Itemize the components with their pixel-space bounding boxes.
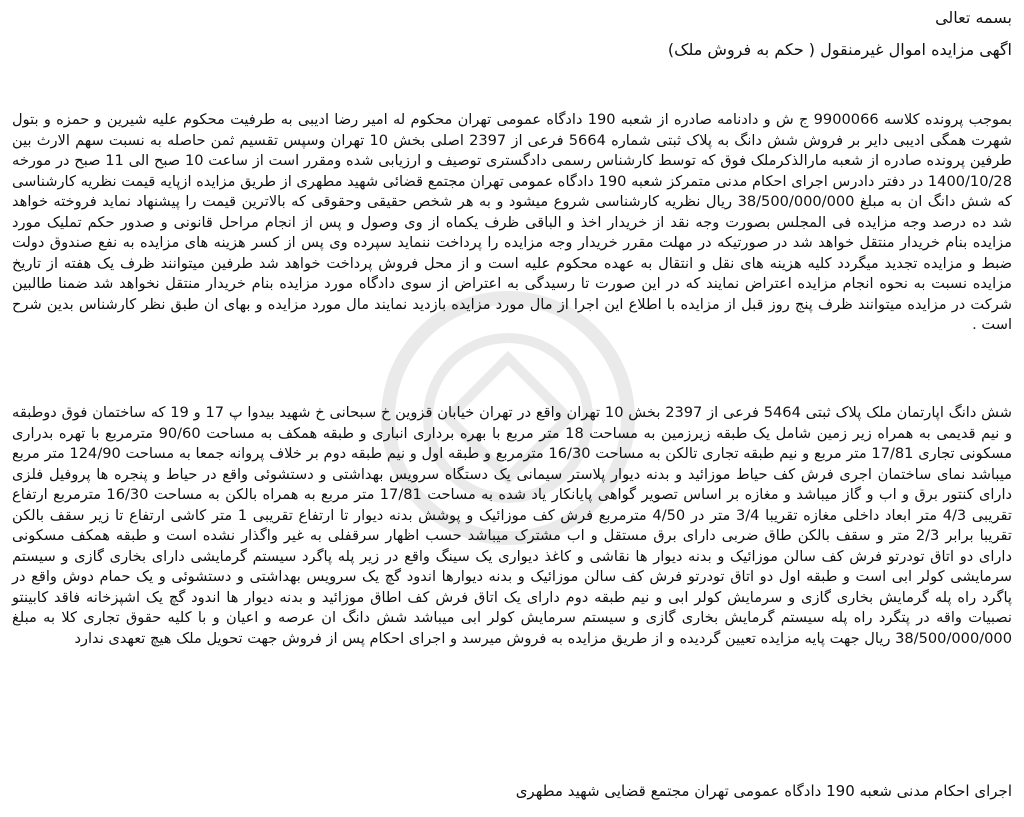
notice-title: اگهی مزایده اموال غیرمنقول ( حکم به فروش ملک) (667, 40, 1012, 59)
issuer-signature: اجرای احکام مدنی شعبه 190 دادگاه عمومی تهران مجتمع قضایی شهید مطهری (515, 782, 1012, 800)
property-description-paragraph: شش دانگ اپارتمان ملک پلاک ثبتی 5464 فرعی از 2397 بخش 10 تهران واقع در تهران خیابان قزوین خ سبحانی خ شهید بیدوا پ 17 و 19 که ساختمان فوق دوطبقه و نیم قدیمی به همراه زیر زمین شامل یک طبقه زیرزمین به مساحت 18 متر مربع با بهره برداری انباری و طبقه همکف به مساحت 90/60 مترمربع با تهره بدراری مسکونی تجاری 17/81 متر مربع و نیم طبقه تجاری تالکن به مساحت 16/30 مترمربع و طبقه اول و نیم طبقه دوم بر خلاف پروانه جمعا به مساحت 124/90 متر مربع میباشد نمای ساختمان اجری فرش کف حیاط موزائید و بدنه دیوار پلاستر سیمانی یک دستگاه سرویس بهداشتی و دستشوئی واقع در حیاط و پنجره ها پروفیل فلزی دارای کنتور برق و اب و گاز میباشد و مغازه بر اساس تصویر گواهی پایانکار یاد شده به مساحت 17/81 متر مربع به همراه بالکن به مساحت 16/30 مترمربع ارتفاع تقریبی 4/3 متر ابعاد داخلی مغازه تقریبا 3/4 متر در 4/50 مترمربع فرش کف موزائیک و پوشش بدنه دیوار تا ارتفاع تقریبی 1 متر کاشی ارتفاع تا زیر سقف بالکن تقریبا برابر 2/3 متر و سقف بالکن طاق ضربی دارای برق مستقل و اب مشترک میباشد حسب اظهار سرقفلی به غیر واگذار نشده است و طبقه همکف مسکونی دارای دو اتاق تودرتو فرش کف سالن موزائیک و بدنه دیوار ها نقاشی و کاغذ دیواری یک سینگ واقع در زیر پله پاگرد سیستم گرمایشی دارای بخاری گازی و سیستم سرمایشی کولر ابی است و طبقه اول دو اتاق تودرتو فرش کف سالن موزائیک و بدنه دیوارها اندود گچ یک سرویس بهداشتی و دستشوئی و یک حمام دوش واقع در پاگرد راه پله گرمایش بخاری گازی و سرمایش کولر ابی و نیم طبقه دوم دارای یک اتاق فرش کف اطاق موزائید و بدنه دیوار ها اندود گچ یک اشپزخانه فاقد کابینتو نصبیات واقه در پتگرد راه پله سیستم گرمایش بخاری گازی و سیستم سرمایش کولر ابی میباشد شش دانگ ان عرصه و اعیان و با کلیه حقوق تجاری کلا به مبلغ 38/500/000/000 ریال جهت پایه مزایده تعیین گردیده و از طریق مزایده به فروش میرسد و اجرای احکام پس از فروش جهت تحویل ملک هیچ تعهدی ندارد (12, 404, 1013, 647)
auction-terms-paragraph: بموجب پرونده کلاسه 9900066 ج ش و دادنامه صادره از شعبه 190 دادگاه عمومی تهران محکوم له امیر رضا ادیبی به طرفیت محکوم علیه شیرین و حمزه و بتول شهرت همگی ادیبی دایر بر فروش شش دانگ به پلاک ثبتی شماره 5664 فرعی از 2397 اصلی بخش 10 تهران وسپس تقسیم ثمن حاصله به نسبت سهم الارث بین طرفین پرونده صادره از شعبه مارالذکرملک فوق که توسط کارشناس رسمی دادگستری توصیف و ارزیابی شده ومقرر است از ساعت 10 صبح الی 11 صبح در مورخه 1400/10/28 در دفتر دادرس اجرای احکام مدنی متمرکز شعبه 190 دادگاه عمومی تهران مجتمع قضائی شهید مطهری از طریق مزایده ازپایه قیمت نظریه کارشناسی که شش دانگ ان به مبلغ 38/500/000/000 ریال نظریه کارشناسی شروع میشود و به هر شخص حقیقی وحقوقی که بالاترین قیمت را پیشنهاد نماید فروخته خواهد شد ده درصد وجه مزایده فی المجلس بصورت وجه نقد از خریدار اخذ و الباقی ظرف یکماه از وی وصول و پس از انجام مراحل قانونی و صدور حکم تملیک مورد مزایده بنام خریدار منتقل خواهد شد در صورتیکه در مهلت مقرر خریدار وجه مزایده را پرداخت ننماید سپرده وی پس از کسر هزینه های مزایده به نفع صندوق دولت ضبط و مزایده تجدید میگردد کلیه هزینه های نقل و انتقال به عهده محکوم علیه است و از محل فروش پرداخت خواهد شد طرفین میتوانند ظرف یک هفته از تاریخ مزایده نسبت به نحوه انجام مزایده اعتراض نمایند که در این صورت تا رسیدگی به اعتراض از سوی دادگاه مورد مزایده بنام خریدار منتقل نخواهد شد ضمنا طالبین شرکت در مزایده میتوانند ظرف پنج روز قبل از مزایده با اطلاع این اجرا از مال مورد مزایده بازدید نمایند مال مورد مزایده و بهای ان طبق نظر کارشناس بدین شرح است . (12, 111, 1013, 333)
invocation-heading: بسمه تعالی (935, 8, 1012, 27)
